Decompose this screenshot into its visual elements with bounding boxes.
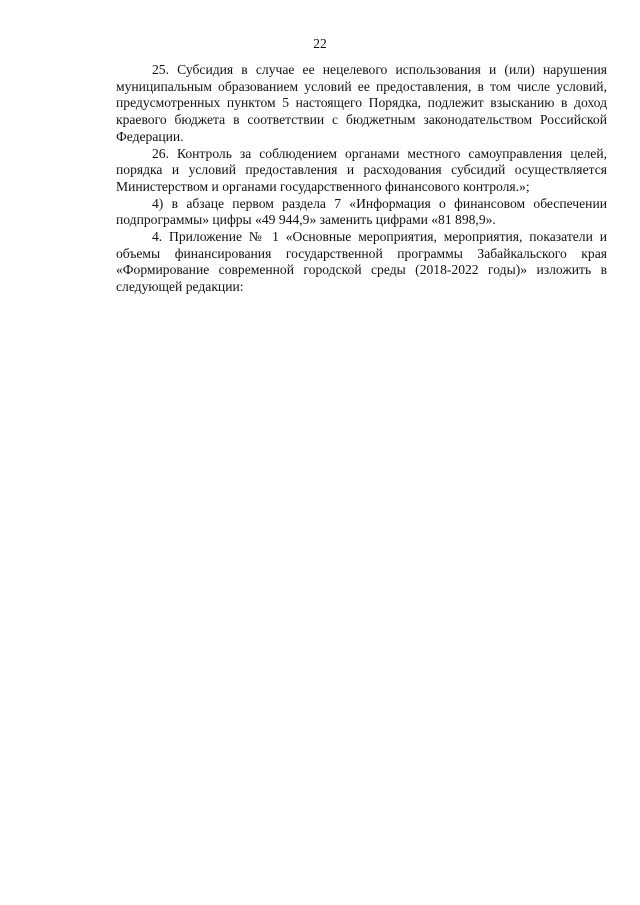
paragraph-appendix-1: 4. Приложение № 1 «Основные мероприятия, мероприятия, показатели и объемы финансирования государственной программы Забайкальского края «Формирование современной городской среды (2018-2022 годы)» изложить в следующей редакции: [116, 229, 607, 295]
page-number: 22 [313, 36, 327, 51]
document-body [116, 62, 607, 296]
paragraph-subsidy-recovery: 25. Субсидия в случае ее нецелевого использования и (или) нарушения муниципальным образованием условий ее предоставления, в том числе условий, предусмотренных пунктом 5 настоящего Порядка, подлежит взысканию в доход краевого бюджета в соответствии с бюджетным законодательством Российской Федерации. [116, 62, 607, 144]
paragraph-control: 26. Контроль за соблюдением органами местного самоуправления целей, порядка и условий предоставления и расходования субсидий осуществляется Министерством и органами государственного финансового контроля.»; [116, 145, 607, 194]
paragraph-section-7-amendment: 4) в абзаце первом раздела 7 «Информация о финансовом обеспечении подпрограммы» цифры «49 944,9» заменить цифрами «81 898,9». [116, 195, 607, 228]
